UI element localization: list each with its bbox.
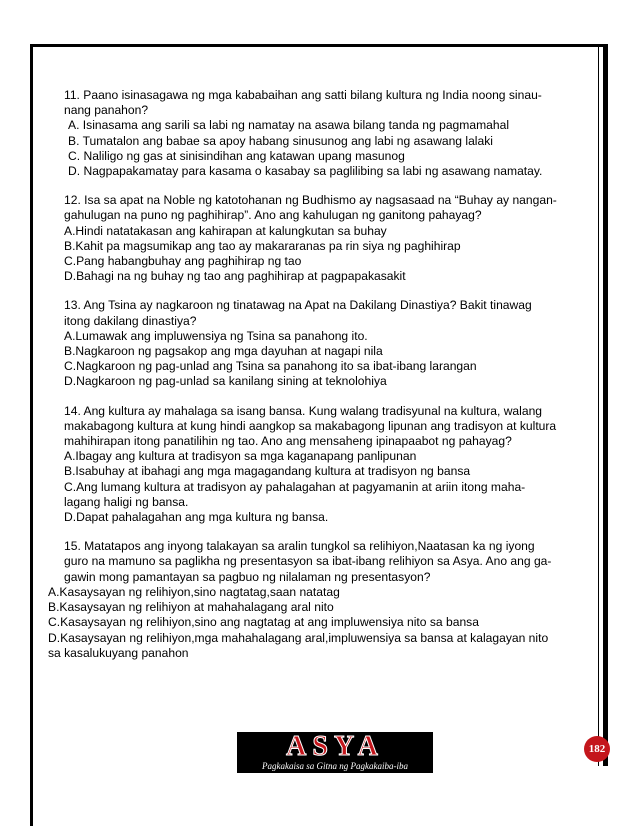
answer-option: A.Lumawak ang impluwensiya ng Tsina sa panahong ito. [64,328,368,343]
answer-option: D.Nagkaroon ng pag-unlad sa kanilang sining at teknolohiya [64,374,387,389]
answer-option: A.Ibagay ang kultura at tradisyon sa mga kaganapang panlipunan [64,449,417,464]
answer-option: B.Kahit pa magsumikap ang tao ay makararanas pa rin siya ng paghihirap [64,238,461,253]
page-frame-top [30,44,608,47]
question-text-line: gahulugan na puno ng paghihirap”. Ano ang kahulugan ng ganitong pahayag? [64,208,482,223]
question-text-line: 12. Isa sa apat na Noble ng katotohanan ng Budhismo ay nagsasaad na “Buhay ay nangan- [64,193,557,208]
answer-option: D.Bahagi na ng buhay ng tao ang paghihirap at pagpapakasakit [64,269,406,284]
question-text-line: nang panahon? [64,103,149,118]
question-text-line: gawin mong pamantayan sa pagbuo ng nilalaman ng presentasyon? [64,569,431,584]
question-text-line: makabagong kultura at kung hindi aangkop sa makabagong lipunan ang tradisyon at kultura [64,418,557,433]
question-12 [64,193,594,284]
question-text-line: 15. Matatapos ang inyong talakayan sa aralin tungkol sa relihiyon,Naatasan ka ng iyong [64,539,535,554]
answer-option: D.Dapat pahalagahan ang mga kultura ng bansa. [64,510,329,525]
answer-option: B.Isabuhay at ibahagi ang mga magagandang kultura at tradisyon ng bansa [64,464,471,479]
question-text-line: guro na mamuno sa paglikha ng presentasyon sa ibat-ibang relihiyon sa Asya. Ano ang ga- [64,554,552,569]
answer-option: D. Nagpapakamatay para kasama o kasabay sa paglilibing sa labi ng asawang namatay. [68,164,543,179]
answer-option: C.Kasaysayan ng relihiyon,sino ang nagtatag at ang impluwensiya nito sa bansa [48,615,479,630]
logo-subtitle: Pagkakaisa sa Gitna ng Pagkakaiba-iba [262,761,408,771]
asya-logo [237,732,433,773]
questions-section [48,88,594,675]
page-frame-right-inner [598,44,599,766]
answer-option: C.Pang habangbuhay ang paghihirap ng tao [64,254,302,269]
answer-option: A.Kasaysayan ng relihiyon,sino nagtatag,saan natatag [48,584,340,599]
question-text-line: 13. Ang Tsina ay nagkaroon ng tinatawag na Apat na Dakilang Dinastiya? Bakit tinawag [64,298,532,313]
answer-option: B. Tumatalon ang babae sa apoy habang sinusunog ang labi ng asawang lalaki [68,133,493,148]
answer-option: C. Naliligo ng gas at sinisindihan ang katawan upang masunog [68,148,405,163]
question-text-line: mahihirapan itong panatilihin ng tao. Ano ang mensaheng ipinapaabot ng pahayag? [64,434,512,449]
question-text-line: 14. Ang kultura ay mahalaga sa isang bansa. Kung walang tradisyunal na kultura, walang [64,403,543,418]
page-number-badge: 182 [584,736,610,762]
page-frame-right [603,44,608,766]
answer-option: B.Kasaysayan ng relihiyon at mahahalagang aral nito [48,600,334,615]
answer-option: C.Nagkaroon ng pag-unlad ang Tsina sa panahong ito sa ibat-ibang larangan [64,359,477,374]
question-15 [48,539,594,661]
page-frame-left [30,44,33,826]
answer-option: sa kasalukuyang panahon [48,645,189,660]
question-text-line: itong dakilang dinastiya? [64,313,197,328]
question-11 [64,88,594,179]
question-13 [64,298,594,389]
answer-option: A.Hindi natatakasan ang kahirapan at kalungkutan sa buhay [64,223,387,238]
answer-option: B.Nagkaroon ng pagsakop ang mga dayuhan at nagapi nila [64,344,383,359]
logo-title: ASYA [286,731,384,762]
answer-option: D.Kasaysayan ng relihiyon,mga mahahalagang aral,impluwensiya sa bansa at kalagayan nito [48,630,549,645]
question-text-line: 11. Paano isinasagawa ng mga kababaihan ang satti bilang kultura ng India noong sinau- [64,88,542,102]
answer-option: C.Ang lumang kultura at tradisyon ay pahalagahan at pagyamanin at ariin itong maha- [64,479,526,494]
answer-option: lagang haligi ng bansa. [64,494,189,509]
question-14 [64,404,594,526]
answer-option: A. Isinasama ang sarili sa labi ng namatay na asawa bilang tanda ng pagmamahal [68,118,510,133]
